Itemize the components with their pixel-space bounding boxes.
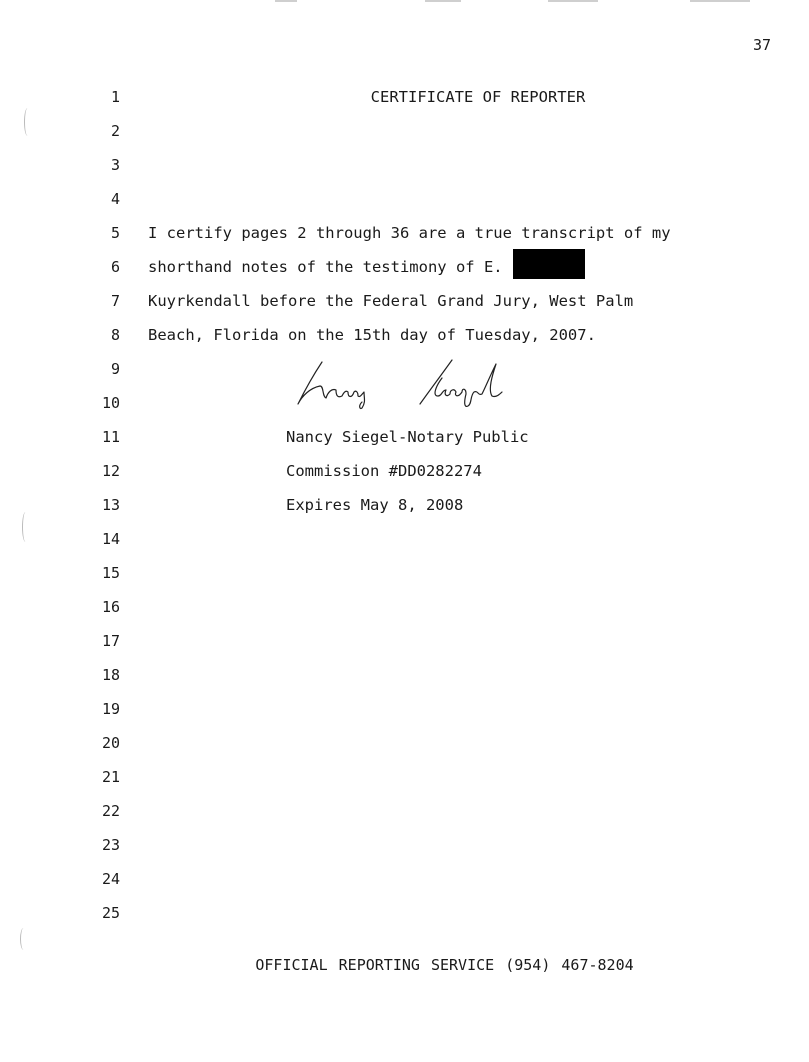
line-number: 5 <box>110 224 120 242</box>
commission-number: Commission #DD0282274 <box>286 462 482 480</box>
signer-name: Nancy Siegel-Notary Public <box>286 428 529 446</box>
line-number: 14 <box>101 530 120 548</box>
margin-mark <box>24 108 31 136</box>
line-number: 22 <box>101 802 120 820</box>
certification-text: shorthand notes of the testimony of E. <box>148 258 503 276</box>
margin-mark <box>20 928 27 950</box>
blank-line <box>148 154 768 188</box>
line-number: 17 <box>101 632 120 650</box>
line-number: 10 <box>101 394 120 412</box>
reporting-service-name: OFFICIAL REPORTING SERVICE <box>255 956 495 974</box>
line-number-column <box>92 86 120 936</box>
certificate-body <box>148 86 768 528</box>
line-number: 15 <box>101 564 120 582</box>
line-number: 7 <box>110 292 120 310</box>
line-number: 9 <box>110 360 120 378</box>
line-number: 12 <box>101 462 120 480</box>
page-number: 37 <box>752 36 771 54</box>
reporting-service-phone: (954) 467-8204 <box>505 956 634 974</box>
line-number: 20 <box>101 734 120 752</box>
line-number: 13 <box>101 496 120 514</box>
line-number: 8 <box>110 326 120 344</box>
line-number: 2 <box>110 122 120 140</box>
certification-text-line: Kuyrkendall before the Federal Grand Jury, West Palm <box>148 292 634 310</box>
blank-line <box>148 120 768 154</box>
scan-artifact <box>690 0 750 2</box>
scan-artifact <box>548 0 598 2</box>
line-number: 21 <box>101 768 120 786</box>
footer <box>0 956 809 974</box>
blank-line <box>148 188 768 222</box>
certification-text-line: Beach, Florida on the 15th day of Tuesday, 2007. <box>148 326 596 344</box>
line-number: 1 <box>110 88 120 106</box>
margin-mark <box>22 512 29 542</box>
scan-artifact <box>425 0 461 2</box>
line-number: 25 <box>101 904 120 922</box>
handwritten-signature <box>292 356 552 412</box>
line-number: 4 <box>110 190 120 208</box>
line-number: 3 <box>110 156 120 174</box>
line-number: 19 <box>101 700 120 718</box>
certificate-title: CERTIFICATE OF REPORTER <box>370 88 586 106</box>
line-number: 11 <box>101 428 120 446</box>
redaction-box <box>513 249 585 279</box>
line-number: 23 <box>101 836 120 854</box>
commission-expiry: Expires May 8, 2008 <box>286 496 464 514</box>
scan-artifact <box>275 0 297 2</box>
line-number: 16 <box>101 598 120 616</box>
certification-text-line: I certify pages 2 through 36 are a true transcript of my <box>148 224 671 242</box>
line-number: 18 <box>101 666 120 684</box>
line-number: 24 <box>101 870 120 888</box>
line-number: 6 <box>110 258 120 276</box>
certification-text-line <box>148 256 768 290</box>
